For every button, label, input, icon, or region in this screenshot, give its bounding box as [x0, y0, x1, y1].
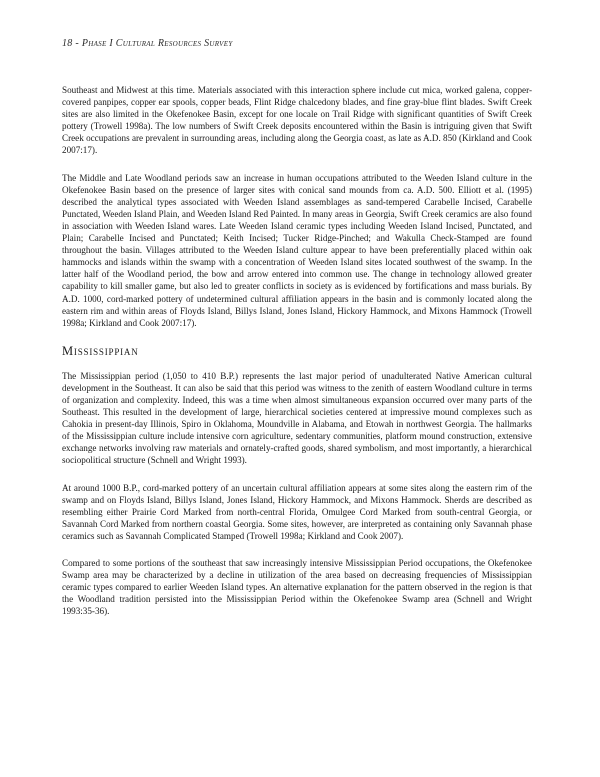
paragraph-swift-creek: Southeast and Midwest at this time. Materials associated with this interaction sphere include cut mica, worked galena, copper-covered panpipes, copper ear spools, copper beads, Flint Ridge chalcedony blades, and fine gray-blue flint blades. Swift Creek sites are also limited in the Okefenokee Basin, except for one locale on Trail Ridge with significant quantities of Swift Creek pottery (Trowell 1998a). The low numbers of Swift Creek deposits encountered within the Basin is intriguing given that Swift Creek occupations are prevalent in surrounding areas, including along the Georgia coast, as late as A.D. 850 (Kirkland and Cook 2007:17). [62, 85, 532, 156]
paragraph-middle-late-woodland: The Middle and Late Woodland periods saw an increase in human occupations attributed to the Weeden Island culture in the Okefenokee Basin based on the presence of larger sites with conical sand mounds from ca. A.D. 500. Elliott et al. (1995) described the analytical types associated with Weeden Island assemblages as sand-tempered Carabelle Incised, Carabelle Punctated, Weeden Island Plain, and Weeden Island Red Painted. In many areas in Georgia, Swift Creek ceramics are also found in association with Weeden Island wares. Late Weeden Island ceramic types including Weeden Island Incised, Punctated, and Plain; Carabelle Incised and Punctated; Keith Incised; Tucker Ridge-Pinched; and Wakulla Check-Stamped are found throughout the basin. Villages attributed to the Weeden Island culture appear to have been preferentially placed within oak hammocks and islands within the swamp with a concentration of Weeden Island sites located southwest of the swamp. In the latter half of the Woodland period, the bow and arrow entered into common use. The change in technology allowed greater capability to kill smaller game, but also led to greater conflicts in society as is evidenced by fortifications and mass burials. By A.D. 1000, cord-marked pottery of undetermined cultural affiliation appears in the basin and is commonly located along the eastern rim and within areas of Floyds Island, Billys Island, Jones Island, Hickory Hammock, and Mixons Hammock (Trowell 1998a; Kirkland and Cook 2007:17). [62, 172, 532, 328]
running-title: Phase I Cultural Resources Survey [81, 38, 233, 49]
page-number: 18 [62, 38, 73, 49]
paragraph-cord-marked-pottery: At around 1000 B.P., cord-marked pottery of an uncertain cultural affiliation appears at some sites along the eastern rim of the swamp and on Floyds Island, Billys Island, Jones Island, Hickory Hammock, and Mixons Hammock. Sherds are described as resembling either Prairie Cord Marked from north-central Florida, Omulgee Cord Marked from south-central Georgia, or Savannah Cord Marked from northern coastal Georgia. Some sites, however, are interpreted as containing only Savannah phase ceramics such as Savannah Complicated Stamped (Trowell 1998a; Kirkland and Cook 2007). [62, 482, 532, 541]
body-text [62, 84, 532, 632]
header-separator: - [72, 38, 82, 49]
paragraph-okefenokee-decline: Compared to some portions of the southeast that saw increasingly intensive Mississippian Period occupations, the Okefenokee Swamp area may be characterized by a decline in utilization of the area based on decreasing frequencies of Mississippian ceramic types compared to earlier Weeden Island types. An alternative explanation for the pattern observed in the region is that the Woodland tradition persisted into the Mississippian Period within the Okefenokee Swamp area (Schnell and Wright 1993:35-36). [62, 558, 532, 617]
running-header [62, 38, 233, 49]
section-heading-mississippian: Mississippian [62, 343, 139, 358]
paragraph-mississippian-period: The Mississippian period (1,050 to 410 B.P.) represents the last major period of unadulterated Native American cultural development in the Southeast. It can also be said that this period was witness to the zenith of eastern Woodland culture in terms of organization and complexity. Indeed, this was a time when almost simultaneous expansion occurred over many parts of the Southeast. This resulted in the development of large, hierarchical societies centered at impressive mound complexes such as Cahokia in present-day Illinois, Spiro in Oklahoma, Moundville in Alabama, and Etowah in northwest Georgia. The hallmarks of the Mississippian culture include intensive corn agriculture, sedentary communities, platform mound construction, extensive exchange networks involving raw materials and ornately-crafted goods, shared symbolism, and most importantly, a hierarchical sociopolitical structure (Schnell and Wright 1993). [62, 370, 532, 466]
